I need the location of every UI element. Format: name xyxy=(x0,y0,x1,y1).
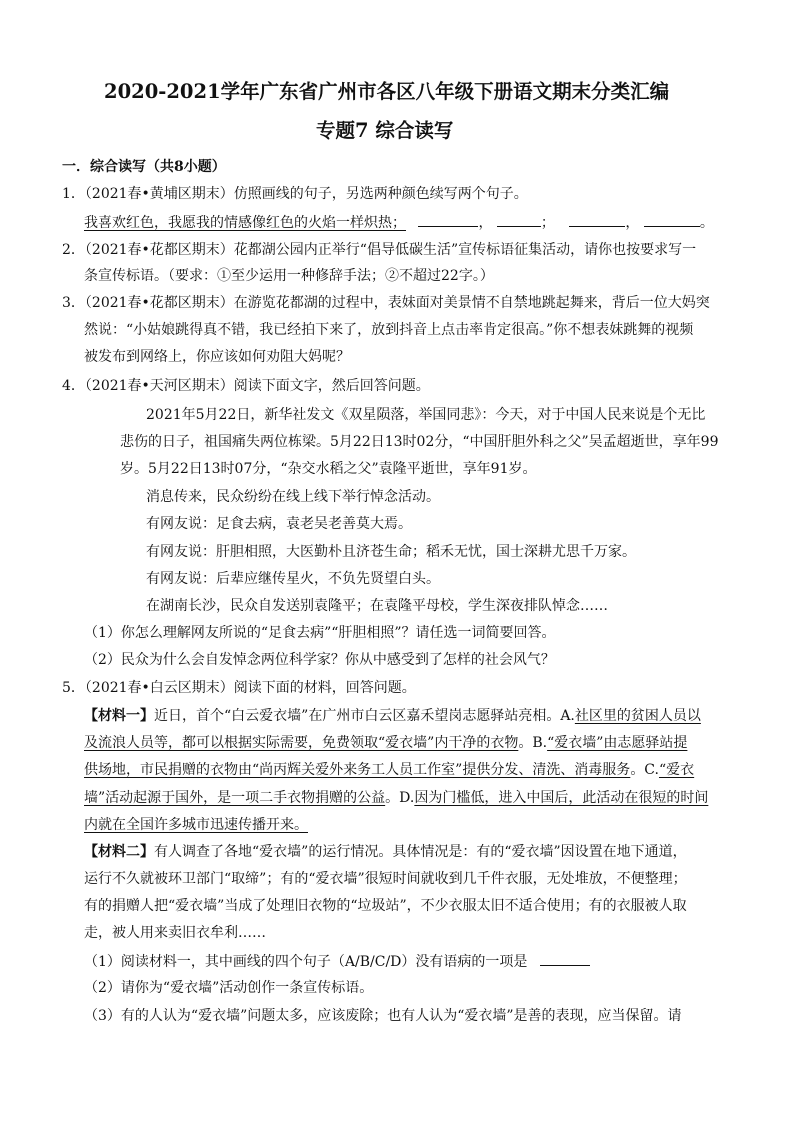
q2-prompt-line-2: 条宣传标语。（要求：①至少运用一种修辞手法；②不超过22字。） xyxy=(84,268,494,284)
sentence-b-end: 供场地，市民捐赠的衣物由“尚丙辉关爱外来务工人员工作室”提供分发、清洗、消毒服务 xyxy=(84,762,631,778)
q5-subquestion-3: （3）有的人认为“爱衣墙”问题太多，应该废除；也有人认为“爱衣墙”是善的表现，应当保留。请 xyxy=(84,1008,682,1024)
document-title: 2020-2021学年广东省广州市各区八年级下册语文期末分类汇编 xyxy=(104,80,670,103)
q5-prompt: 5．（2021春•白云区期末）阅读下面的材料，回答问题。 xyxy=(62,680,416,696)
q4-subquestion-2: （2）民众为什么会自发悼念两位科学家？你从中感受到了怎样的社会风气？ xyxy=(84,652,555,668)
q2-prompt-line-1: 2．（2021春•花都区期末）花都湖公园内正举行“倡导低碳生活”宣传标语征集活动，请你也按要求写一 xyxy=(62,242,697,258)
q4-passage-line-5: 有网友说：足食去病，袁老吴老善莫大焉。 xyxy=(146,516,412,532)
q4-passage-line-8: 在湖南长沙，民众自发送别袁隆平；在袁隆平母校，学生深夜排队悼念…… xyxy=(146,598,608,614)
q1-blank-4[interactable] xyxy=(644,212,700,227)
q5-subquestion-2: （2）请你为“爱衣墙”活动创作一条宣传标语。 xyxy=(84,980,374,996)
document-subtitle: 专题7 综合读写 xyxy=(316,119,454,142)
q5-subquestion-1 xyxy=(84,951,590,972)
q1-blank-3[interactable] xyxy=(569,212,625,227)
material-2-text-1: 有人调查了各地“爱衣墙”的运行情况。具体情况是：有的“爱衣墙”因设置在地下通道， xyxy=(154,844,687,860)
q3-prompt-line-1: 3．（2021春•花都区期末）在游览花都湖的过程中，表妹面对美景情不自禁地跳起舞来，背后一位大妈突 xyxy=(62,295,710,311)
q1-sep-1: ， xyxy=(478,215,493,231)
q5-material-1-line-2 xyxy=(84,733,687,753)
label-c: 。C. xyxy=(630,762,659,778)
q5-material-2-line-3: 有的捐赠人把“爱衣墙”当成了处理旧衣物的“垃圾站”，不少衣服太旧不适合使用；有的衣服被人取 xyxy=(84,898,687,914)
q5-material-2-line-2: 运行不久就被环卫部门“取缔”；有的“爱衣墙”很短时间就收到几千件衣服，无处堆放，不便整理； xyxy=(84,871,687,887)
material-1-text-a: 近日，首个“白云爱衣墙”在广州市白云区嘉禾望岗志愿驿站亮相。A. xyxy=(154,708,575,724)
q3-prompt-line-3: 被发布到网络上，你应该如何劝阻大妈呢？ xyxy=(84,349,350,365)
q4-subquestion-1: （1）你怎么理解网友所说的“足食去病”“肝胆相照”？请任选一词简要回答。 xyxy=(84,625,556,641)
material-1-label: 【材料一】 xyxy=(84,708,154,724)
sentence-a-start: 社区里的贫困人员以 xyxy=(574,708,701,724)
q1-end: 。 xyxy=(699,215,714,231)
q4-passage-line-3: 岁。5月22日13时07分，“杂交水稻之父”袁隆平逝世，享年91岁。 xyxy=(120,461,537,477)
q5-material-1-line-3 xyxy=(84,760,694,780)
q1-blank-2[interactable] xyxy=(497,212,541,227)
q4-passage-line-2: 悲伤的日子，祖国痛失两位栋梁。5月22日13时02分，“中国肝胆外科之父”吴孟超逝世，享年99 xyxy=(120,434,719,450)
q1-blank-1[interactable] xyxy=(418,212,478,227)
q5-material-2-line-1 xyxy=(84,842,687,862)
q4-passage-line-6: 有网友说：肝胆相照，大医勤朴且济苍生命；稻禾无忧，国士深耕尤思千万家。 xyxy=(146,544,636,560)
q5-material-2-line-4: 走，被人用来卖旧衣牟利…… xyxy=(84,925,266,941)
q1-answer-line xyxy=(84,212,714,233)
q5-material-1-line-1 xyxy=(84,706,701,726)
q4-prompt: 4．（2021春•天河区期末）阅读下面文字，然后回答问题。 xyxy=(62,378,430,394)
sentence-b-start: “爱衣墙”由志愿驿站提 xyxy=(547,735,688,751)
q1-sep-3: ， xyxy=(625,215,640,231)
q5-answer-blank[interactable] xyxy=(540,951,590,966)
material-2-label: 【材料二】 xyxy=(84,844,154,860)
q1-prompt: 1．（2021春•黄埔区期末）仿照画线的句子，另选两种颜色续写两个句子。 xyxy=(62,186,528,202)
sentence-d-end: 内就在全国许多城市迅速传播开来。 xyxy=(84,817,308,833)
sentence-d-start: 因为门槛低，进入中国后，此活动在很短的时间 xyxy=(414,790,709,806)
q1-sep-2: ； xyxy=(540,215,555,231)
q5-material-1-line-4 xyxy=(84,788,708,808)
q4-passage-line-7: 有网友说：后辈应继传星火，不负先贤望白头。 xyxy=(146,571,440,587)
q4-passage-line-4: 消息传来，民众纷纷在线上线下举行悼念活动。 xyxy=(146,489,440,505)
label-b: 。B. xyxy=(518,735,548,751)
q4-passage-line-1: 2021年5月22日，新华社发文《双星陨落，举国同悲》：今天，对于中国人民来说是个无比 xyxy=(146,407,706,423)
label-d: 。D. xyxy=(385,790,415,806)
section-heading: 一．综合读写（共8小题） xyxy=(62,159,226,175)
q3-prompt-line-2: 然说：“小姑娘跳得真不错，我已经拍下来了，放到抖音上点击率肯定很高。”你不想表妹跳舞的视频 xyxy=(84,322,694,338)
sentence-c-end: 墙”活动起源于国外，是一项二手衣物捐赠的公益 xyxy=(84,790,386,806)
q1-model-sentence: 我喜欢红色，我愿我的情感像红色的火焰一样炽热； xyxy=(84,215,406,231)
q5-subquestion-1-text: （1）阅读材料一，其中画线的四个句子（A/B/C/D）没有语病的一项是 xyxy=(84,954,528,970)
q5-material-1-line-5 xyxy=(84,815,308,835)
sentence-c-start: “爱衣 xyxy=(658,762,695,778)
sentence-a-end: 及流浪人员等，都可以根据实际需要，免费领取“爱衣墙”内干净的衣物 xyxy=(84,735,519,751)
